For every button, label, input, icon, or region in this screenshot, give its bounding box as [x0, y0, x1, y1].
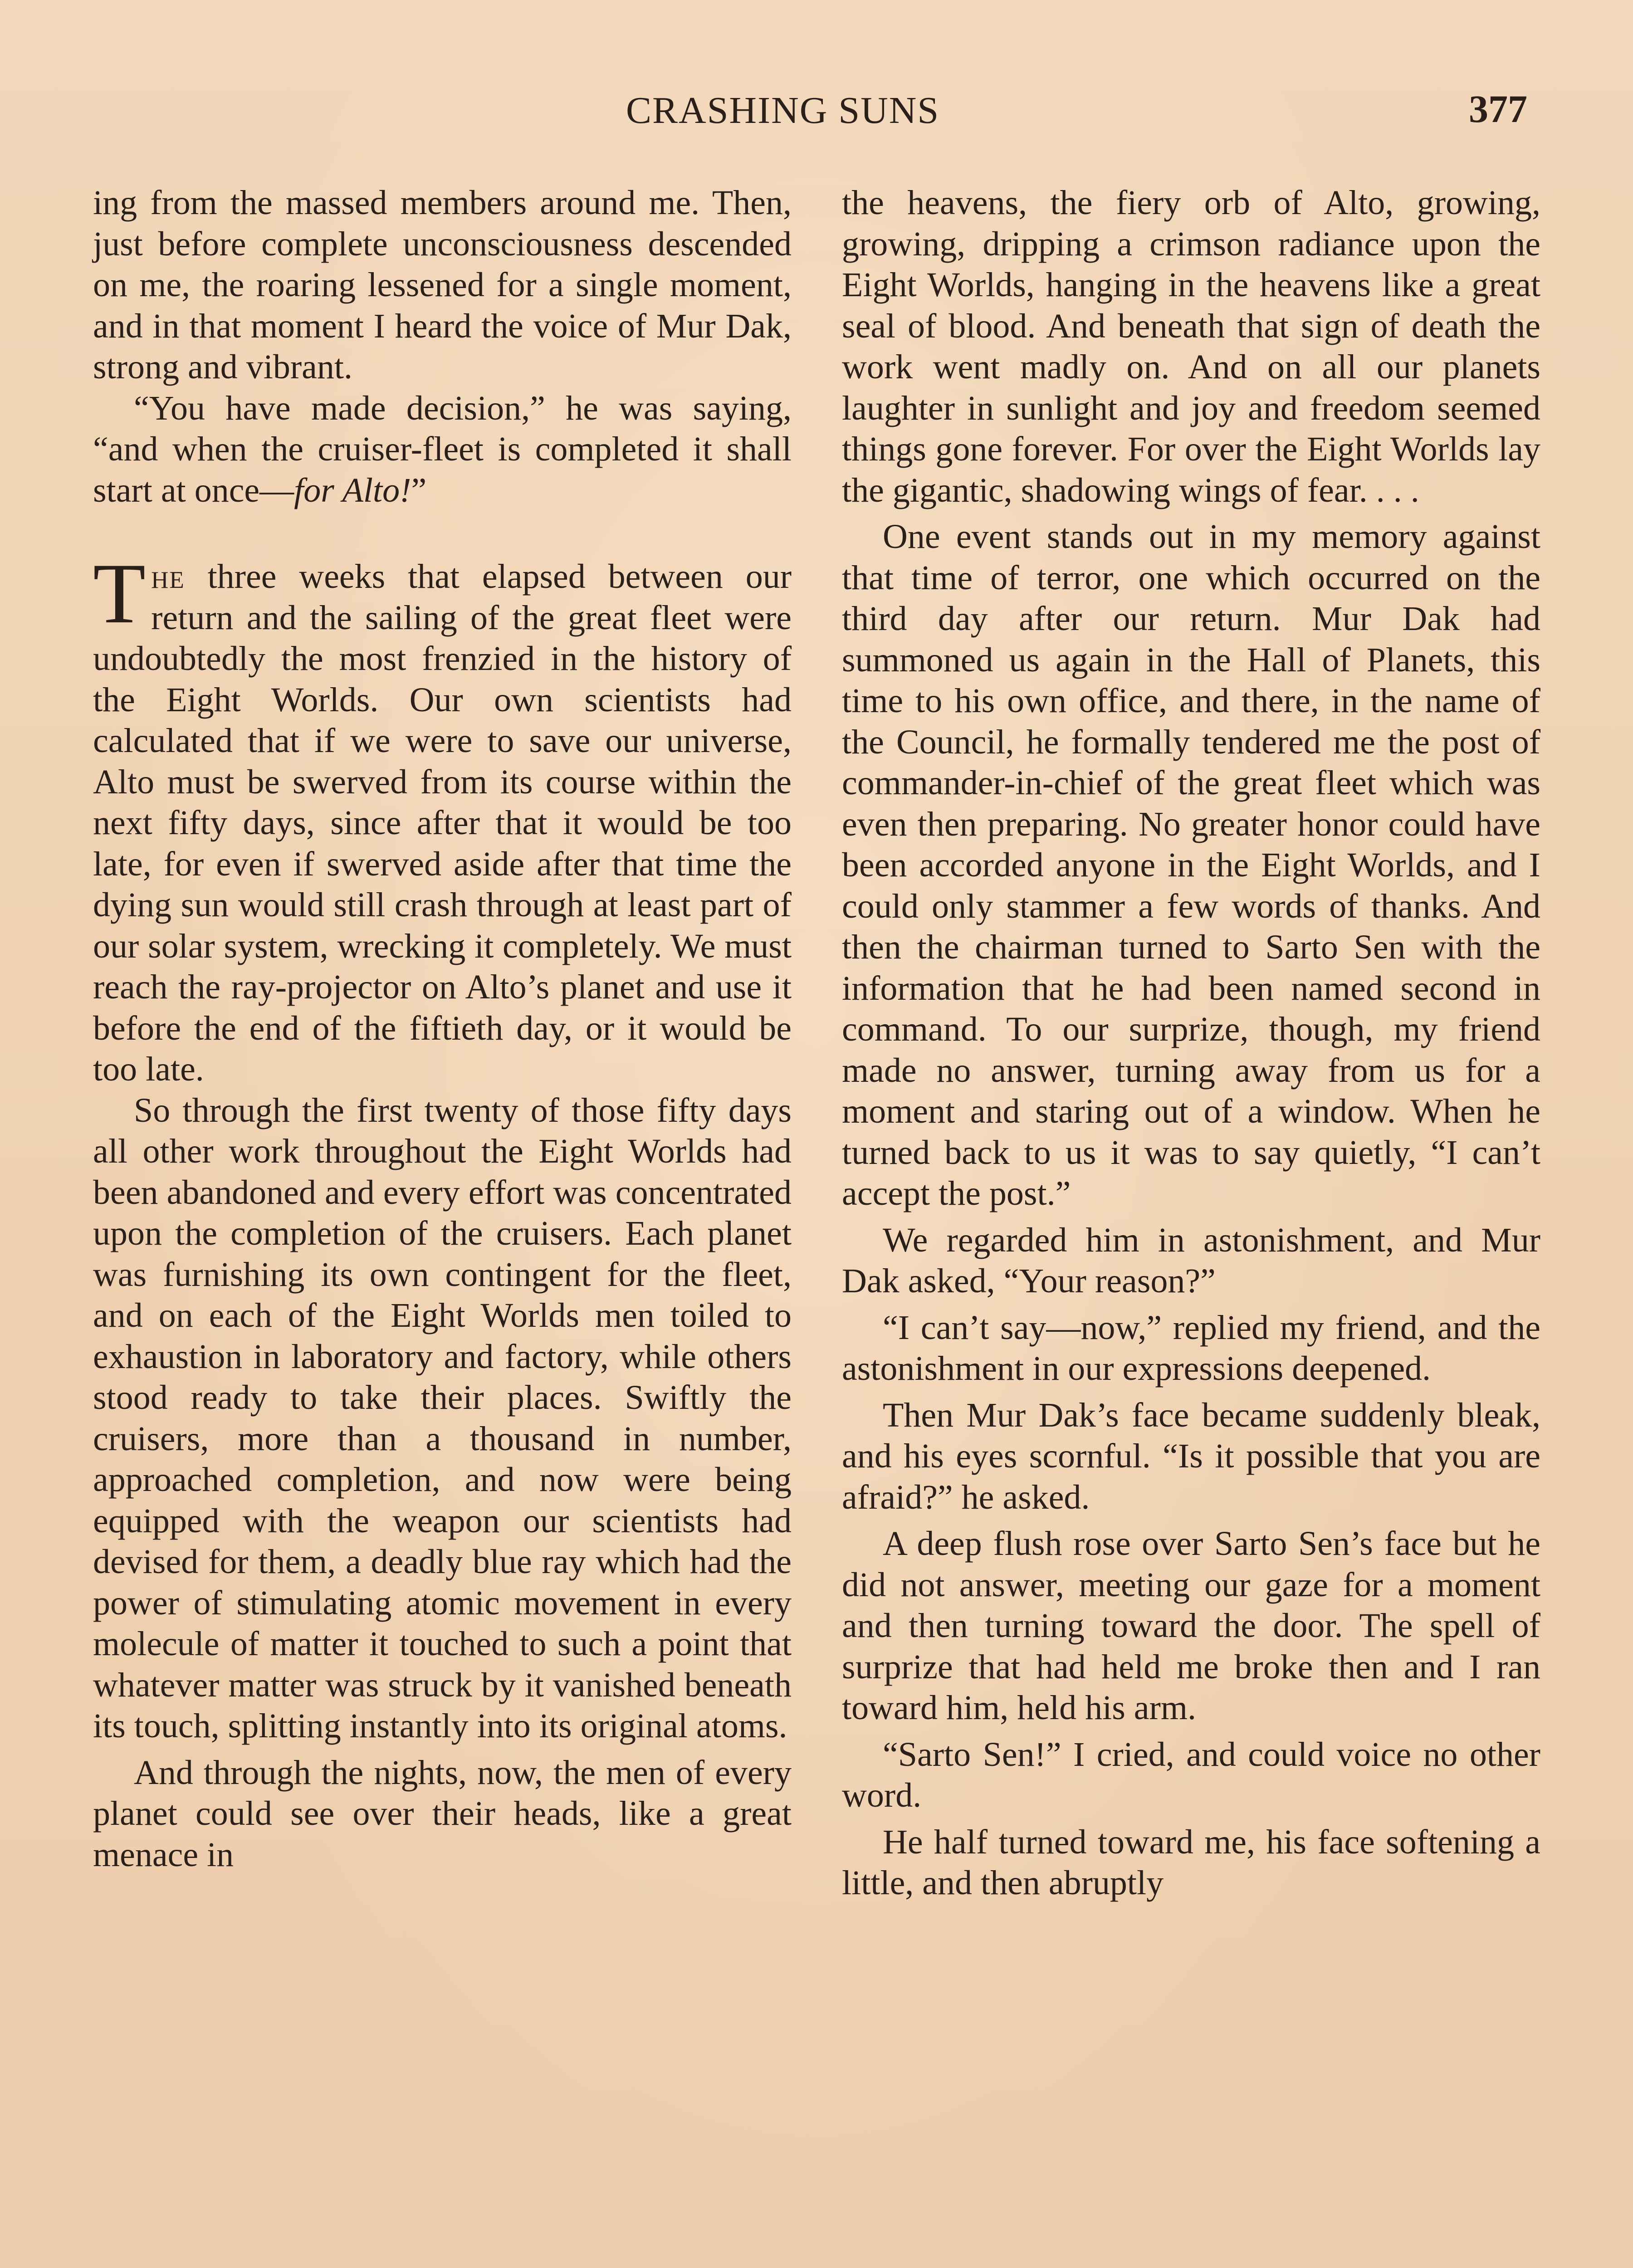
- running-title: CRASHING SUNS: [626, 89, 940, 132]
- paragraph: One event stands out in my memory against that time of terror, one which occurred on the third day after our return. Mur Dak had summoned us again in the Hall of Planets, this time to his own office, and there, in the name of the Council, he formally tendered me the post of commander-in-chief of the great fleet which was even then preparing. No greater honor could have been accorded anyone in the Eight Worlds, and I could only stammer a few words of thanks. And then the chairman turned to Sarto Sen with the information that he had been named second in command. To our surprize, though, my friend made no answer, turning away from us for a moment and staring out of a window. When he turned back to us it was to say quietly, “I can’t accept the post.”: [842, 518, 1540, 1212]
- drop-cap: T: [93, 546, 146, 641]
- paragraph-text: three weeks that elapsed between our return and the sailing of the great fleet were undoubtedly the most frenzied in the history of the Eight Worlds. Our own scientists had calculated that if we were to save our universe, Alto must be swerved from its course within the next fifty days, since after that it would be too late, for even if swerved aside after that time the dying sun would still crash through at least part of our solar system, wrecking it completely. We must reach the ray-projector on Alto’s planet and use it before the end of the fiftieth day, or it would be too late.: [93, 557, 792, 1088]
- paragraph: the heavens, the fiery orb of Alto, growing, growing, dripping a crimson radiance upon the Eight Worlds, hanging in the heavens like a great seal of blood. And beneath that sign of death the work went madly on. And on all our planets laughter in sunlight and joy and freedom seemed things gone forever. For over the Eight Worlds lay the gigantic, shadowing wings of fear. . . .: [842, 184, 1540, 509]
- paragraph: So through the first twenty of those fifty days all other work throughout the Eight Worlds had been abandoned and every effort was concentrated upon the completion of the cruisers. Each planet was furnishing its own contingent for the fleet, and on each of the Eight Worlds men toiled to exhaustion in laboratory and factory, while others stood ready to take their places. Swiftly the cruisers, more than a thousand in number, approached completion, and now were being equipped with the weapon our scientists had devised for them, a deadly blue ray which had the power of stimulating atomic movement in every molecule of matter it touched to such a point that whatever matter was struck by it vanished beneath its touch, splitting instantly into its original atoms.: [93, 1091, 792, 1745]
- paragraph: [93, 388, 792, 511]
- section-opening-paragraph: [93, 546, 792, 1090]
- small-caps-lead: he: [151, 557, 185, 596]
- paragraph: Then Mur Dak’s face became suddenly bleak, and his eyes scornful. “Is it possible that you are afraid?” he asked.: [842, 1396, 1540, 1516]
- italic-text: for Alto!: [294, 471, 411, 509]
- page-number: 377: [1469, 87, 1527, 131]
- paragraph-text: “You have made decision,” he was saying, “and when the cruiser-fleet is completed it shall start at once—: [93, 389, 792, 509]
- paragraph: “Sarto Sen!” I cried, and could voice no other word.: [842, 1735, 1540, 1814]
- closing-quote: ”: [411, 471, 427, 509]
- right-column: [842, 182, 1540, 1904]
- paragraph: ing from the massed members around me. Then, just before complete unconsciousness descended on me, the roaring lessened for a single moment, and in that moment I heard the voice of Mur Dak, strong and vibrant.: [93, 184, 792, 386]
- left-column: [93, 182, 792, 1875]
- paragraph: He half turned toward me, his face softening a little, and then abruptly: [842, 1823, 1540, 1902]
- paragraph: We regarded him in astonishment, and Mur Dak asked, “Your reason?”: [842, 1221, 1540, 1300]
- paragraph: A deep flush rose over Sarto Sen’s face but he did not answer, meeting our gaze for a moment and then turning toward the door. The spell of surprize that had held me broke then and I ran toward him, held his arm.: [842, 1525, 1540, 1727]
- paragraph: And through the nights, now, the men of every planet could see over their heads, like a great menace in: [93, 1753, 792, 1874]
- paragraph: “I can’t say—now,” replied my friend, and the astonishment in our expressions deepened.: [842, 1308, 1540, 1388]
